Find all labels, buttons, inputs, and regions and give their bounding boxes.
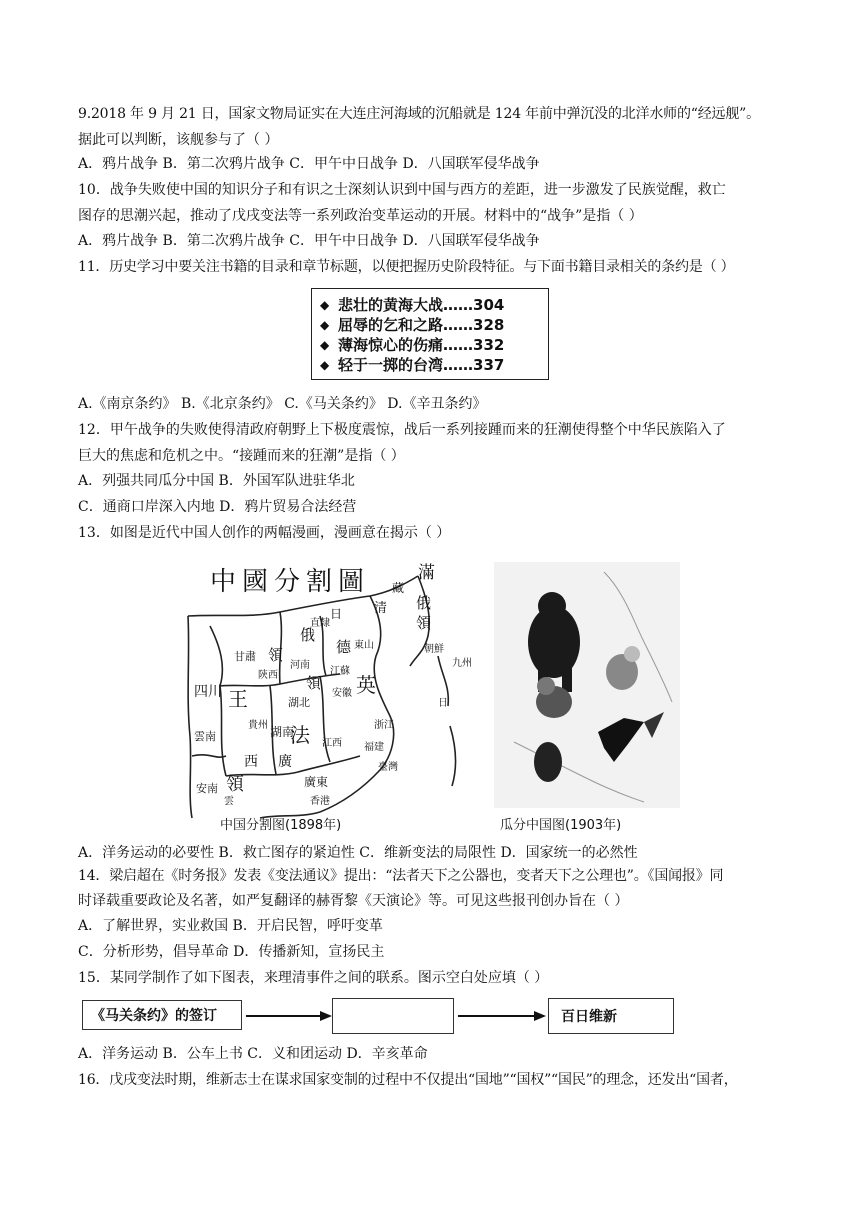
toc-entry: 轻于一掷的台湾……337 <box>338 356 505 374</box>
toc-entry: 悲壮的黄海大战……304 <box>338 296 505 314</box>
q9-stem-line2: 据此可以判断，该舰参与了（ ） <box>78 132 279 148</box>
diamond-bullet-icon: ◆ <box>320 298 330 312</box>
q14-options-cd: C．分析形势，倡导革命 D．传播新知，宣扬民主 <box>78 944 385 960</box>
map-label: 雲 <box>224 796 234 807</box>
map-label: 法 <box>290 723 310 747</box>
map-label: 福建 <box>364 742 384 753</box>
map-label: 貴州 <box>248 720 268 731</box>
q9-stem-line1: 9.2018 年 9 月 21 日，国家文物局证实在大连庄河海域的沉船就是 124 年前中弹沉没的北洋水师的“经远舰”。 <box>78 106 760 122</box>
map-label: 西 <box>244 754 258 770</box>
map-label: 領 <box>306 674 322 692</box>
map-label: 清 <box>374 601 388 616</box>
flow-box-treaty: 《马关条约》的签订 <box>82 1000 242 1030</box>
map-label: 甘肅 <box>234 650 256 663</box>
map-label: 廣東 <box>304 775 329 789</box>
toc-row <box>320 295 540 315</box>
q16-stem-line1: 16．戊戌变法时期，维新志士在谋求国家变制的过程中不仅提出“国地”“国权”“国民”的理念，还发出“国者， <box>78 1072 738 1088</box>
q13-options: A．洋务运动的必要性 B．救亡图存的紧迫性 C．维新变法的局限性 D．国家统一的必然性 <box>78 845 638 861</box>
q10-stem-line1: 10．战争失败使中国的知识分子和有识之士深刻认识到中国与西方的差距，进一步激发了民族觉醒，救亡 <box>78 182 726 198</box>
q11-options: A.《南京条约》 B.《北京条约》 C.《马关条约》 D.《辛丑条约》 <box>78 396 487 412</box>
map-label: 河南 <box>290 660 310 671</box>
map-title: 中國分割圖 <box>210 567 371 597</box>
q10-options: A．鸦片战争 B．第二次鸦片战争 C．甲午中日战争 D．八国联军侵华战争 <box>78 233 540 249</box>
partition-map-svg <box>180 556 480 836</box>
map-label: 日 <box>330 607 343 621</box>
map-label: 領 <box>268 646 284 664</box>
map-label: 英 <box>356 673 376 697</box>
toc-entry: 屈辱的乞和之路……328 <box>338 316 505 334</box>
q14-options-ab: A．了解世界，实业救国 B．开启民智，呼吁变革 <box>78 918 383 934</box>
diamond-bullet-icon: ◆ <box>320 358 330 372</box>
q12-stem-line2: 巨大的焦虑和危机之中。“接踵而来的狂潮”是指（ ） <box>78 448 405 464</box>
q10-stem-line2: 图存的思潮兴起，推动了戊戌变法等一系列政治变革运动的开展。材料中的“战争”是指（ ） <box>78 208 643 224</box>
q11-stem: 11．历史学习中要关注书籍的目录和章节标题，以便把握历史阶段特征。与下面书籍目录相关的条约是（ ） <box>78 259 735 275</box>
map-label: 直隸 <box>310 618 330 629</box>
map-label: 浙江 <box>374 720 394 731</box>
q12-options-ab: A．列强共同瓜分中国 B．外国军队进驻华北 <box>78 473 355 489</box>
q14-stem-line2: 时译载重要政论及名著，如严复翻译的赫胥黎《天演论》等。可见这些报刊创办旨在（ ） <box>78 893 629 909</box>
map-label: 藏 <box>392 581 405 595</box>
q14-stem-line1: 14．梁启超在《时务报》发表《变法通议》提出：“法者天下之公器也，变者天下之公理也”。《国闻报》同 <box>78 868 724 884</box>
arrow-right-icon <box>456 1008 548 1024</box>
cartoon-caption: 瓜分中国图(1903年) <box>500 818 622 833</box>
map-label: 領 <box>416 614 432 632</box>
q11-toc-box <box>311 288 549 380</box>
map-caption: 中国分割图(1898年) <box>220 818 342 833</box>
map-label: 廣 <box>278 754 292 770</box>
toc-row <box>320 315 540 335</box>
map-label: 湖南 <box>270 725 295 739</box>
map-label: 陝西 <box>258 670 278 681</box>
arrow-right-icon <box>244 1008 334 1024</box>
diamond-bullet-icon: ◆ <box>320 318 330 332</box>
diamond-bullet-icon: ◆ <box>320 338 330 352</box>
q13-stem: 13．如图是近代中国人创作的两幅漫画，漫画意在揭示（ ） <box>78 525 451 541</box>
toc-row <box>320 335 540 355</box>
map-label: 臺灣 <box>378 762 398 773</box>
toc-row <box>320 355 540 375</box>
q15-options: A．洋务运动 B．公车上书 C．义和团运动 D．辛亥革命 <box>78 1046 428 1062</box>
carving-china-cartoon <box>494 562 680 833</box>
map-label: 俄 <box>416 594 432 612</box>
q12-options-cd: C．通商口岸深入内地 D．鸦片贸易合法经营 <box>78 499 357 515</box>
cartoon-svg <box>494 562 680 808</box>
map-label: 東山 <box>354 640 374 651</box>
map-label: 江蘇 <box>330 666 350 677</box>
q12-stem-line1: 12．甲午战争的失败使得清政府朝野上下极度震惊，战后一系列接踵而来的狂潮使得整个中华民族陷入了 <box>78 422 726 438</box>
q9-options: A．鸦片战争 B．第二次鸦片战争 C．甲午中日战争 D．八国联军侵华战争 <box>78 156 540 172</box>
partition-map-cartoon <box>180 556 480 836</box>
map-label: 安徽 <box>332 688 352 699</box>
map-label: 四川 <box>194 684 222 700</box>
map-label: 俄 <box>300 626 316 644</box>
flow-box-hundred-days: 百日维新 <box>548 998 674 1034</box>
map-label: 滿 <box>418 563 435 583</box>
map-label: 王 <box>228 687 248 711</box>
q15-stem: 15．某同学制作了如下图表，来理清事件之间的联系。图示空白处应填（ ） <box>78 970 549 986</box>
map-label: 朝鮮 <box>424 644 444 655</box>
map-label: 雲南 <box>194 730 216 743</box>
map-label: 安南 <box>196 782 218 795</box>
flow-box-blank <box>332 998 454 1034</box>
toc-entry: 薄海惊心的伤痛……332 <box>338 336 505 354</box>
map-label: 湖北 <box>288 696 310 709</box>
map-label: 江西 <box>322 738 342 749</box>
map-label: 九州 <box>452 658 472 669</box>
map-label: 香港 <box>310 796 330 807</box>
map-label: 日 <box>438 698 448 709</box>
map-label: 德 <box>336 638 352 656</box>
map-label: 領 <box>226 774 244 795</box>
